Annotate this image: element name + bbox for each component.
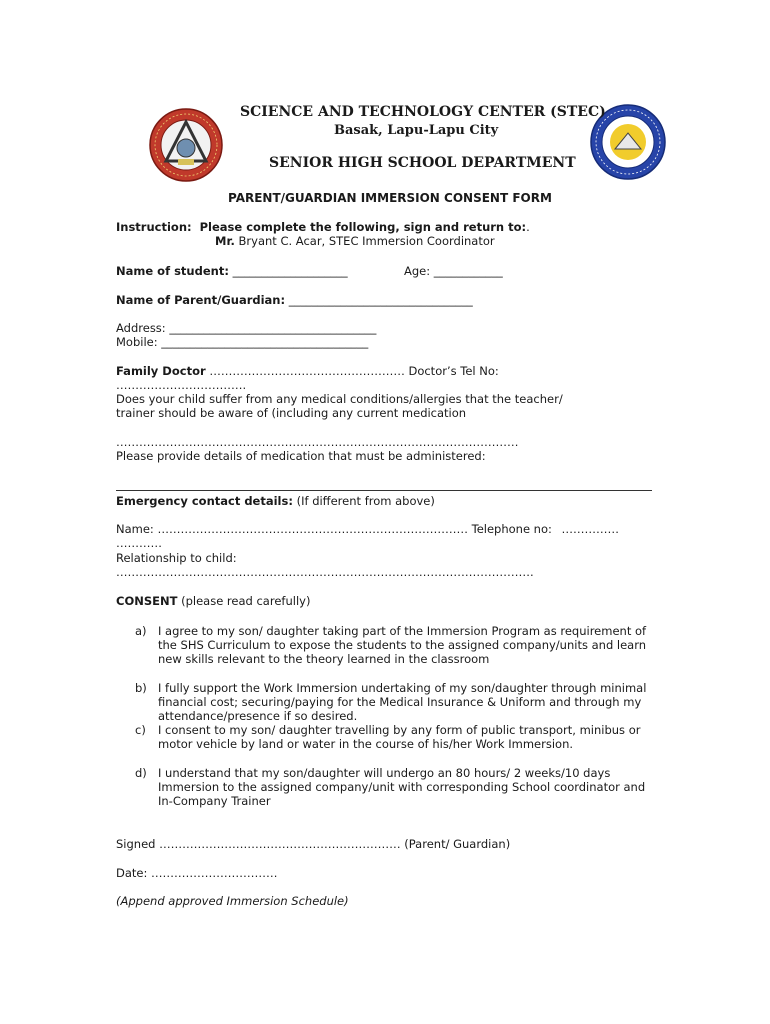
doctor-tel-dots[interactable]: ……………………………. xyxy=(116,378,247,392)
age-field[interactable] xyxy=(404,264,503,278)
family-doctor-field[interactable] xyxy=(116,364,499,378)
emergency-contact-label: Emergency contact details: xyxy=(116,494,293,508)
emergency-name-dots: ……………………………………………………………………… xyxy=(157,522,468,536)
consent-item-text: I fully support the Work Immersion undertaking of my son/daughter through minimal financial cost; securing/paying for the Medical Insurance & Uniform and through my attendance/presence if so desired. xyxy=(158,681,647,724)
signature-field[interactable] xyxy=(116,837,510,851)
coordinator-title: Mr. xyxy=(215,234,235,248)
relationship-label: Relationship to child: xyxy=(116,551,237,565)
family-doctor-label: Family Doctor xyxy=(116,364,206,378)
consent-item-marker: a) xyxy=(135,624,147,638)
stec-seal-logo xyxy=(148,107,224,183)
emergency-contact-note: (If different from above) xyxy=(296,494,435,508)
medical-question-line-1: Does your child suffer from any medical conditions/allergies that the teacher/ xyxy=(116,392,563,406)
consent-item-marker: d) xyxy=(135,766,147,780)
parent-name-field[interactable] xyxy=(116,293,473,307)
address-field[interactable] xyxy=(116,321,376,335)
date-dots: …………………………… xyxy=(151,866,278,880)
telephone-dots-continued[interactable]: ………… xyxy=(116,536,162,550)
medication-details-label: Please provide details of medication that must be administered: xyxy=(116,449,486,463)
consent-item-text: I consent to my son/ daughter travelling by any form of public transport, minibus or motor vehicle by land or water in the course of his/her Work Immersion. xyxy=(158,723,641,752)
age-blank: ____________ xyxy=(433,264,503,278)
signed-role: (Parent/ Guardian) xyxy=(404,837,511,851)
coordinator-line xyxy=(215,234,495,248)
emergency-contact-heading xyxy=(116,494,435,508)
consent-label: CONSENT xyxy=(116,594,178,608)
signed-label: Signed xyxy=(116,837,156,851)
doctor-tel-label: Doctor’s Tel No: xyxy=(408,364,499,378)
medication-answer-line[interactable] xyxy=(116,490,652,491)
append-schedule-note: (Append approved Immersion Schedule) xyxy=(116,894,349,908)
consent-item-marker: c) xyxy=(135,723,146,737)
student-name-label: Name of student: xyxy=(116,264,229,278)
medical-answer-dots[interactable]: …………………………………………………………………………………………… xyxy=(116,435,519,449)
consent-item-text: I understand that my son/daughter will undergo an 80 hours/ 2 weeks/10 days Immersion to the assigned company/unit with corresponding School coordinator and In-Company Trainer xyxy=(158,766,646,809)
instruction-line xyxy=(116,220,530,234)
department-name: SENIOR HIGH SCHOOL DEPARTMENT xyxy=(269,155,576,171)
address-blank: ____________________________________ xyxy=(169,321,377,335)
consent-heading xyxy=(116,594,310,608)
school-name: SCIENCE AND TECHNOLOGY CENTER (STEC) xyxy=(240,104,606,120)
form-title: PARENT/GUARDIAN IMMERSION CONSENT FORM xyxy=(228,191,552,205)
consent-item-marker: b) xyxy=(135,681,147,695)
family-doctor-dots: …………………………………………… xyxy=(209,364,405,378)
instruction-tail: . xyxy=(526,220,530,234)
parent-name-label: Name of Parent/Guardian: xyxy=(116,293,286,307)
medical-question-line-2: trainer should be aware of (including any current medication xyxy=(116,406,467,420)
emergency-name-field[interactable] xyxy=(116,522,619,536)
instruction-label: Instruction: xyxy=(116,220,192,234)
date-field[interactable] xyxy=(116,866,278,880)
relationship-dots[interactable]: ………………………………………………………………………………………………. xyxy=(116,565,534,579)
consent-item-text: I agree to my son/ daughter taking part of the Immersion Program as requirement of the SHS Curriculum to expose the students to the assigned company/units and learn new skills relevant to the theory learned in the classroom xyxy=(158,624,647,667)
telephone-label: Telephone no: xyxy=(471,522,552,536)
parent-name-blank: ________________________________ xyxy=(288,293,473,307)
signed-dots: ……………………………………………………… xyxy=(159,837,401,851)
instruction-text: Please complete the following, sign and return to: xyxy=(199,220,527,234)
school-location: Basak, Lapu-Lapu City xyxy=(334,123,499,138)
age-label: Age: xyxy=(404,264,431,278)
date-label: Date: xyxy=(116,866,148,880)
mobile-label: Mobile: xyxy=(116,335,158,349)
student-name-field[interactable] xyxy=(116,264,348,278)
student-name-blank: ____________________ xyxy=(232,264,348,278)
coordinator-name: Bryant C. Acar, STEC Immersion Coordinator xyxy=(238,234,495,248)
emergency-name-label: Name: xyxy=(116,522,154,536)
consent-note: (please read carefully) xyxy=(181,594,311,608)
address-label: Address: xyxy=(116,321,166,335)
mobile-blank: ____________________________________ xyxy=(161,335,369,349)
telephone-dots: …………… xyxy=(561,522,620,536)
mobile-field[interactable] xyxy=(116,335,368,349)
